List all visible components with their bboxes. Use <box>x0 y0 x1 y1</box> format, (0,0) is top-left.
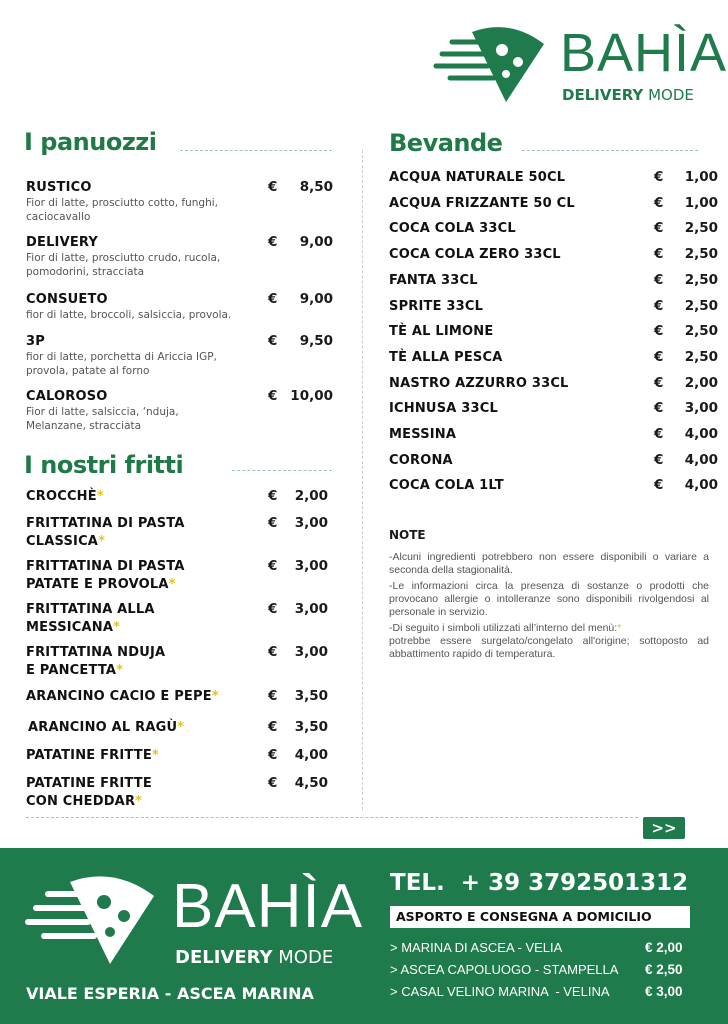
currency-symbol: € <box>268 775 278 791</box>
currency-symbol: € <box>268 688 278 704</box>
item-price: 1,00 <box>684 194 718 211</box>
currency-symbol: € <box>654 374 664 391</box>
item-description: Fior di latte, prosciutto cotto, funghi, <box>26 197 219 209</box>
item-name: ACQUA FRIZZANTE 50 CL <box>389 195 575 211</box>
item-name: ICHNUSA 33CL <box>389 401 498 417</box>
item-name: MESSINA <box>389 427 457 442</box>
item-name: RUSTICO <box>26 180 92 195</box>
item-name: PATATE E PROVOLA* <box>26 577 176 592</box>
note-item: -Alcuni ingredienti potrebbero non essere disponibili o variare a seconda della stagionalità. <box>389 551 709 576</box>
item-name: NASTRO AZZURRO 33CL <box>389 375 569 391</box>
item-description: fior di latte, porchetta di Ariccia IGP, <box>26 351 217 363</box>
currency-symbol: € <box>654 451 664 468</box>
currency-symbol: € <box>654 169 664 185</box>
item-description: Fior di latte, prosciutto crudo, rucola, <box>26 252 221 264</box>
item-price: 3,00 <box>294 558 328 574</box>
item-name: FRITTATINA NDUJA <box>26 645 166 660</box>
currency-symbol: € <box>268 515 278 531</box>
currency-symbol: € <box>268 291 278 307</box>
item-price: 2,50 <box>684 271 718 288</box>
note-item: -Le informazioni circa la presenza di sostanze o prodotti che provocano allergie o intolleranze sono disponibili rivolgendosi al personale in servizio. <box>389 580 709 618</box>
item-name: PATATINE FRITTE <box>26 776 152 791</box>
item-name: FRITTATINA DI PASTA <box>26 516 185 531</box>
brand-tagline: DELIVERY MODE <box>562 86 694 104</box>
notes <box>389 551 709 661</box>
item-name: DELIVERY <box>26 235 99 250</box>
currency-symbol: € <box>268 644 278 660</box>
pizza-slice-icon <box>24 870 159 965</box>
item-name: FANTA 33CL <box>389 272 478 288</box>
item-name: CON CHEDDAR* <box>26 794 143 809</box>
phone[interactable]: TEL. + 39 3792501312 <box>390 870 689 896</box>
item-name: TÈ ALLA PESCA <box>389 349 503 365</box>
currency-symbol: € <box>268 558 278 574</box>
delivery-zone: > ASCEA CAPOLUOGO - STAMPELLA <box>390 962 619 977</box>
item-name: CALOROSO <box>26 389 108 404</box>
item-price: 2,50 <box>684 348 718 365</box>
item-name: CONSUETO <box>26 292 108 307</box>
currency-symbol: € <box>268 488 278 504</box>
divider <box>522 150 698 151</box>
brand-name: BAHÌA <box>172 872 364 941</box>
currency-symbol: € <box>654 220 664 237</box>
item-description: Fior di latte, salsiccia, ‘nduja, <box>26 406 179 418</box>
item-name: COCA COLA ZERO 33CL <box>389 247 561 263</box>
item-name: CORONA <box>389 452 453 468</box>
item-name: ARANCINO CACIO E PEPE* <box>26 689 219 704</box>
service-label: ASPORTO E CONSEGNA A DOMICILIO <box>390 906 690 928</box>
delivery-price: € 2,50 <box>645 962 683 977</box>
next-page-button[interactable]: >> <box>643 817 685 839</box>
item-name: FRITTATINA ALLA <box>26 602 155 617</box>
item-description: provola, patate al forno <box>26 365 150 377</box>
item-price: 9,00 <box>299 291 333 307</box>
currency-symbol: € <box>268 234 278 250</box>
item-name: SPRITE 33CL <box>389 298 484 314</box>
currency-symbol: € <box>268 179 278 195</box>
currency-symbol: € <box>654 400 664 417</box>
currency-symbol: € <box>268 388 278 404</box>
item-price: 2,50 <box>684 246 718 263</box>
item-description: Melanzane, stracciata <box>26 420 142 432</box>
currency-symbol: € <box>654 271 664 288</box>
item-description: fior di latte, broccoli, salsiccia, provola. <box>26 309 232 321</box>
brand-logo <box>432 22 728 108</box>
item-price: 4,50 <box>294 775 328 791</box>
delivery-price: € 3,00 <box>645 984 683 999</box>
item-name: COCA COLA 1LT <box>389 478 504 494</box>
section-title-panuozzi: I panuozzi <box>24 128 157 156</box>
currency-symbol: € <box>654 246 664 263</box>
currency-symbol: € <box>654 426 664 442</box>
divider <box>26 817 638 818</box>
divider <box>180 150 332 151</box>
currency-symbol: € <box>654 323 664 340</box>
address: VIALE ESPERIA - ASCEA MARINA <box>26 984 314 1003</box>
currency-symbol: € <box>654 477 664 494</box>
item-name: E PANCETTA* <box>26 663 124 678</box>
item-price: 2,50 <box>684 220 718 237</box>
item-price: 1,00 <box>684 169 718 185</box>
currency-symbol: € <box>268 601 278 617</box>
item-name: TÈ AL LIMONE <box>389 324 494 340</box>
item-price: 3,00 <box>294 644 328 660</box>
item-price: 3,00 <box>684 400 718 417</box>
delivery-zone: > CASAL VELINO MARINA - VELINA <box>390 984 610 999</box>
item-price: 9,00 <box>299 234 333 250</box>
item-name: ARANCINO AL RAGÙ* <box>28 720 185 735</box>
item-price: 3,00 <box>294 515 328 531</box>
item-price: 3,50 <box>294 719 328 735</box>
item-name: MESSICANA* <box>26 620 121 635</box>
item-name: 3P <box>26 334 45 349</box>
pizza-slice-icon <box>432 22 547 104</box>
item-name: COCA COLA 33CL <box>389 221 516 237</box>
item-name: ACQUA NATURALE 50CL <box>389 170 566 185</box>
brand-tagline: DELIVERY MODE <box>175 947 334 968</box>
item-price: 4,00 <box>294 747 328 763</box>
item-price: 4,00 <box>684 451 718 468</box>
item-price: 2,00 <box>294 488 328 504</box>
note-item: -Di seguito i simboli utilizzati all’interno del menù:* <box>389 622 622 634</box>
item-name: FRITTATINA DI PASTA <box>26 559 185 574</box>
item-price: 3,00 <box>294 601 328 617</box>
item-name: CLASSICA* <box>26 534 106 549</box>
item-name: PATATINE FRITTE* <box>26 748 159 763</box>
item-price: 2,50 <box>684 297 718 314</box>
item-description: pomodorini, stracciata <box>26 266 145 278</box>
item-price: 8,50 <box>299 179 333 195</box>
delivery-zone: > MARINA DI ASCEA - VELIA <box>390 940 563 955</box>
currency-symbol: € <box>268 333 278 349</box>
footer <box>0 848 728 1024</box>
item-description: caciocavallo <box>26 211 91 223</box>
column-divider <box>362 150 363 810</box>
item-price: 4,00 <box>684 477 718 494</box>
item-price: 4,00 <box>684 426 718 442</box>
item-price: 9,50 <box>299 333 333 349</box>
section-title-bevande: Bevande <box>389 129 503 157</box>
section-title-fritti: I nostri fritti <box>24 451 184 479</box>
currency-symbol: € <box>654 194 664 211</box>
item-price: 10,00 <box>290 388 333 404</box>
item-price: 3,50 <box>294 688 328 704</box>
item-name: CROCCHÈ* <box>26 489 104 504</box>
notes-title: NOTE <box>389 528 426 542</box>
currency-symbol: € <box>654 297 664 314</box>
currency-symbol: € <box>268 719 278 735</box>
note-item-star-explanation: potrebbe essere surgelato/congelato all'origine; sottoposto ad abbattimento rapido di temperatura. <box>389 635 709 660</box>
item-price: 2,50 <box>684 323 718 340</box>
delivery-price: € 2,00 <box>645 940 683 955</box>
item-price: 2,00 <box>684 374 718 391</box>
brand-name: BAHÌA <box>560 23 728 83</box>
divider <box>232 470 332 471</box>
currency-symbol: € <box>268 747 278 763</box>
currency-symbol: € <box>654 348 664 365</box>
